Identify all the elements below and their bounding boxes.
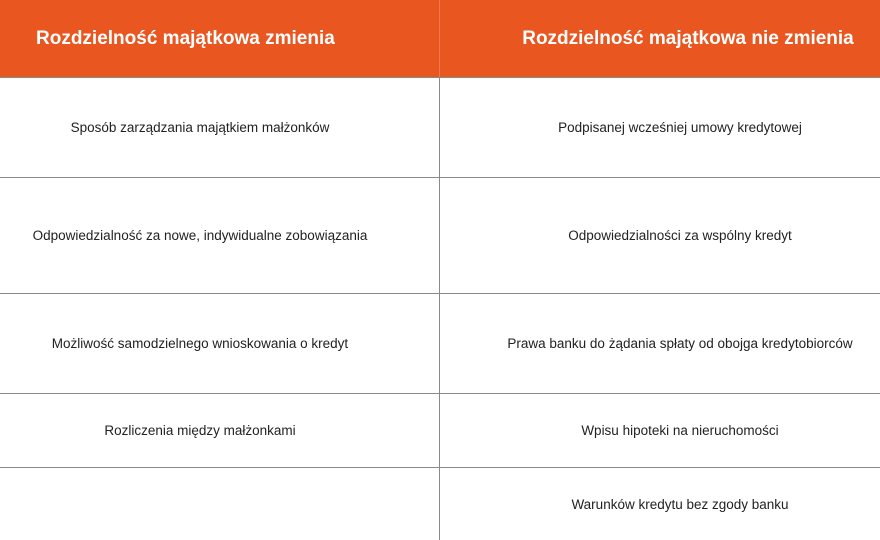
cell-text: Odpowiedzialność za nowe, indywidualne zobowiązania [32, 228, 368, 243]
table-cell-no-changes: Odpowiedzialności za wspólny kredyt [440, 177, 880, 293]
cell-text: Sposób zarządzania majątkiem małżonków [70, 120, 330, 135]
header-changes: Rozdzielność majątkowa zmienia [0, 0, 440, 77]
table-cell-changes [0, 177, 440, 293]
table-cell-changes [0, 77, 440, 177]
table-cell-no-changes: Wpisu hipoteki na nieruchomości [440, 393, 880, 467]
cell-text: Rozliczenia między małżonkami [104, 423, 296, 438]
table-cell-changes [0, 393, 440, 467]
table-cell-changes [0, 293, 440, 393]
table-cell-no-changes: Prawa banku do żądania spłaty od obojga kredytobiorców [440, 293, 880, 393]
header-no-changes: Rozdzielność majątkowa nie zmienia [440, 0, 880, 77]
cell-text: Możliwość samodzielnego wnioskowania o kredyt [51, 336, 349, 351]
table-cell-no-changes: Warunków kredytu bez zgody banku [440, 467, 880, 540]
table-cell-changes [0, 467, 440, 540]
table-cell-no-changes: Podpisanej wcześniej umowy kredytowej [440, 77, 880, 177]
